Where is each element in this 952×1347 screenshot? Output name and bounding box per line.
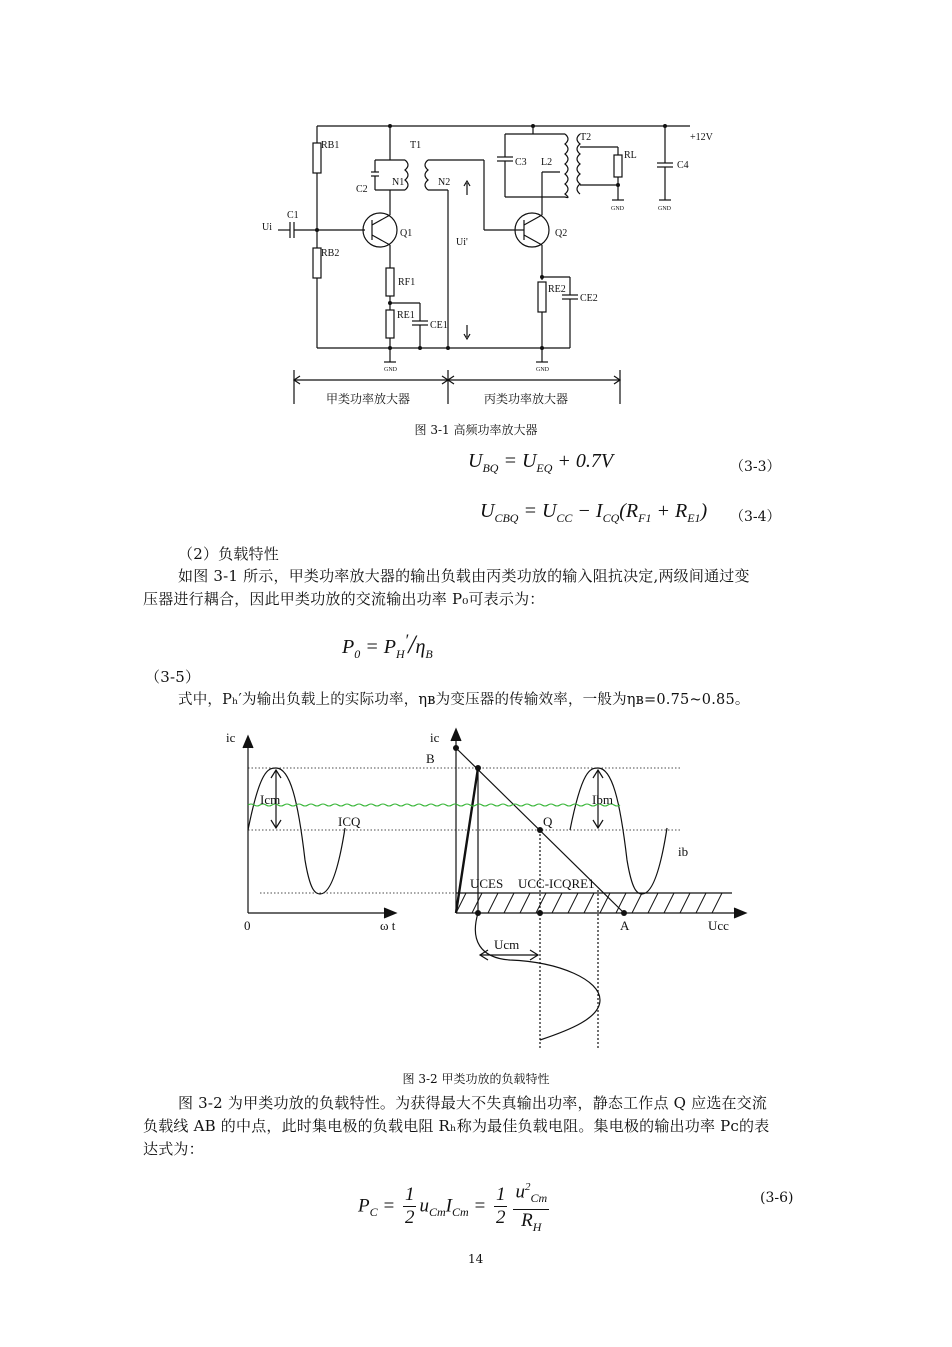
label-n2: N2: [438, 177, 451, 188]
equation-3-3-number: （3-3）: [730, 459, 781, 475]
paragraph-1-line-1: 如图 3-1 所示，甲类功率放大器的输出负载由丙类功放的输入阻抗决定,两级间通过变: [178, 567, 750, 585]
label-c3: C3: [515, 157, 527, 168]
equation-3-6: $P_C$ = $\frac{1}{2}$ $u_{Cm}I_{Cm}$ = $\frac{1}{2}$ $\frac{u^2_{Cm}}{R_H}$: [358, 1176, 552, 1238]
axis-label-ic-left: ic: [226, 730, 236, 745]
paragraph-1-line-2: 压器进行耦合，因此甲类功放的交流输出功率 P₀可表示为：: [143, 590, 545, 608]
equation-3-4-number: （3-4）: [730, 509, 781, 525]
section-class-c-label: 丙类功率放大器: [484, 392, 569, 406]
section-class-a-label: 甲类功率放大器: [326, 392, 411, 406]
label-icq: ICQ: [338, 814, 361, 829]
origin-label: 0: [244, 918, 251, 933]
point-label-q: Q: [543, 814, 553, 829]
figure-3-2-caption: 图 3-2 甲类功放的负载特性: [402, 1072, 550, 1086]
label-re2: RE2: [548, 284, 566, 295]
equation-3-4: $U_{CBQ} = U_{CC} - I_{CQ}(R_{F1} + R_{E1})$: [480, 500, 708, 525]
label-vcc: +12V: [690, 132, 713, 143]
label-uces: UCES: [470, 876, 504, 891]
equation-3-5-number: （3-5）: [145, 668, 201, 686]
point-label-a: A: [620, 918, 630, 933]
label-c2: C2: [356, 184, 368, 195]
paragraph-2: 式中，Pₕ′为输出负载上的实际功率，ηʙ为变压器的传输效率，一般为ηʙ=0.75~0.85。: [178, 692, 750, 708]
label-ui-prime: Ui': [456, 237, 468, 248]
label-rb1: RB1: [321, 140, 340, 151]
circuit-diagram: [0, 0, 952, 430]
label-gnd-q1: GND: [384, 367, 397, 373]
label-q1: Q1: [400, 228, 413, 239]
label-gnd-rl: GND: [611, 206, 624, 212]
point-label-b: B: [426, 751, 435, 766]
label-icm: Icm: [260, 792, 281, 807]
label-rl: RL: [624, 150, 637, 161]
label-l2: L2: [541, 157, 553, 168]
figure-3-1-caption: 图 3-1 高频功率放大器: [414, 423, 538, 437]
label-ce1: CE1: [430, 320, 448, 331]
load-characteristic-diagram: [0, 720, 952, 1060]
label-rf1: RF1: [398, 277, 416, 288]
label-gnd-q2: GND: [536, 367, 549, 373]
label-gnd-c4: GND: [658, 206, 671, 212]
label-ucm: Ucm: [494, 937, 520, 952]
label-ucc-icq-re1: UCC-ICQRE1: [518, 876, 595, 891]
axis-label-wt: ω t: [380, 918, 396, 933]
axis-label-ic-right: ic: [430, 730, 440, 745]
equation-3-5: $P_0 = P_H'/\eta_B$: [342, 630, 433, 661]
label-ibm: Ibm: [592, 792, 613, 807]
label-t1: T1: [410, 140, 422, 151]
label-ce2: CE2: [580, 293, 598, 304]
label-c4: C4: [677, 160, 689, 171]
section-heading: （2）负载特性: [178, 545, 279, 563]
label-ib: ib: [678, 844, 689, 859]
label-c1: C1: [287, 210, 299, 221]
label-rb2: RB2: [321, 248, 340, 259]
paragraph-3-line-3: 达式为：: [143, 1140, 204, 1158]
paragraph-3-line-1: 图 3-2 为甲类功放的负载特性。为获得最大不失真输出功率，静态工作点 Q 应选在交流: [178, 1094, 768, 1112]
label-ui: Ui: [262, 222, 272, 233]
page-number: 14: [468, 1252, 484, 1266]
label-re1: RE1: [397, 310, 415, 321]
label-t2: T2: [580, 132, 592, 143]
axis-label-ucc: Ucc: [708, 918, 729, 933]
equation-3-6-number: (3-6): [760, 1190, 794, 1206]
label-n1: N1: [392, 177, 405, 188]
equation-3-3: $U_{BQ} = U_{EQ} + 0.7V$: [468, 450, 614, 475]
paragraph-3-line-2: 负载线 AB 的中点，此时集电极的负载电阻 Rₕ称为最佳负载电阻。集电极的输出功率 Pᴄ的表: [143, 1117, 770, 1135]
label-q2: Q2: [555, 228, 568, 239]
